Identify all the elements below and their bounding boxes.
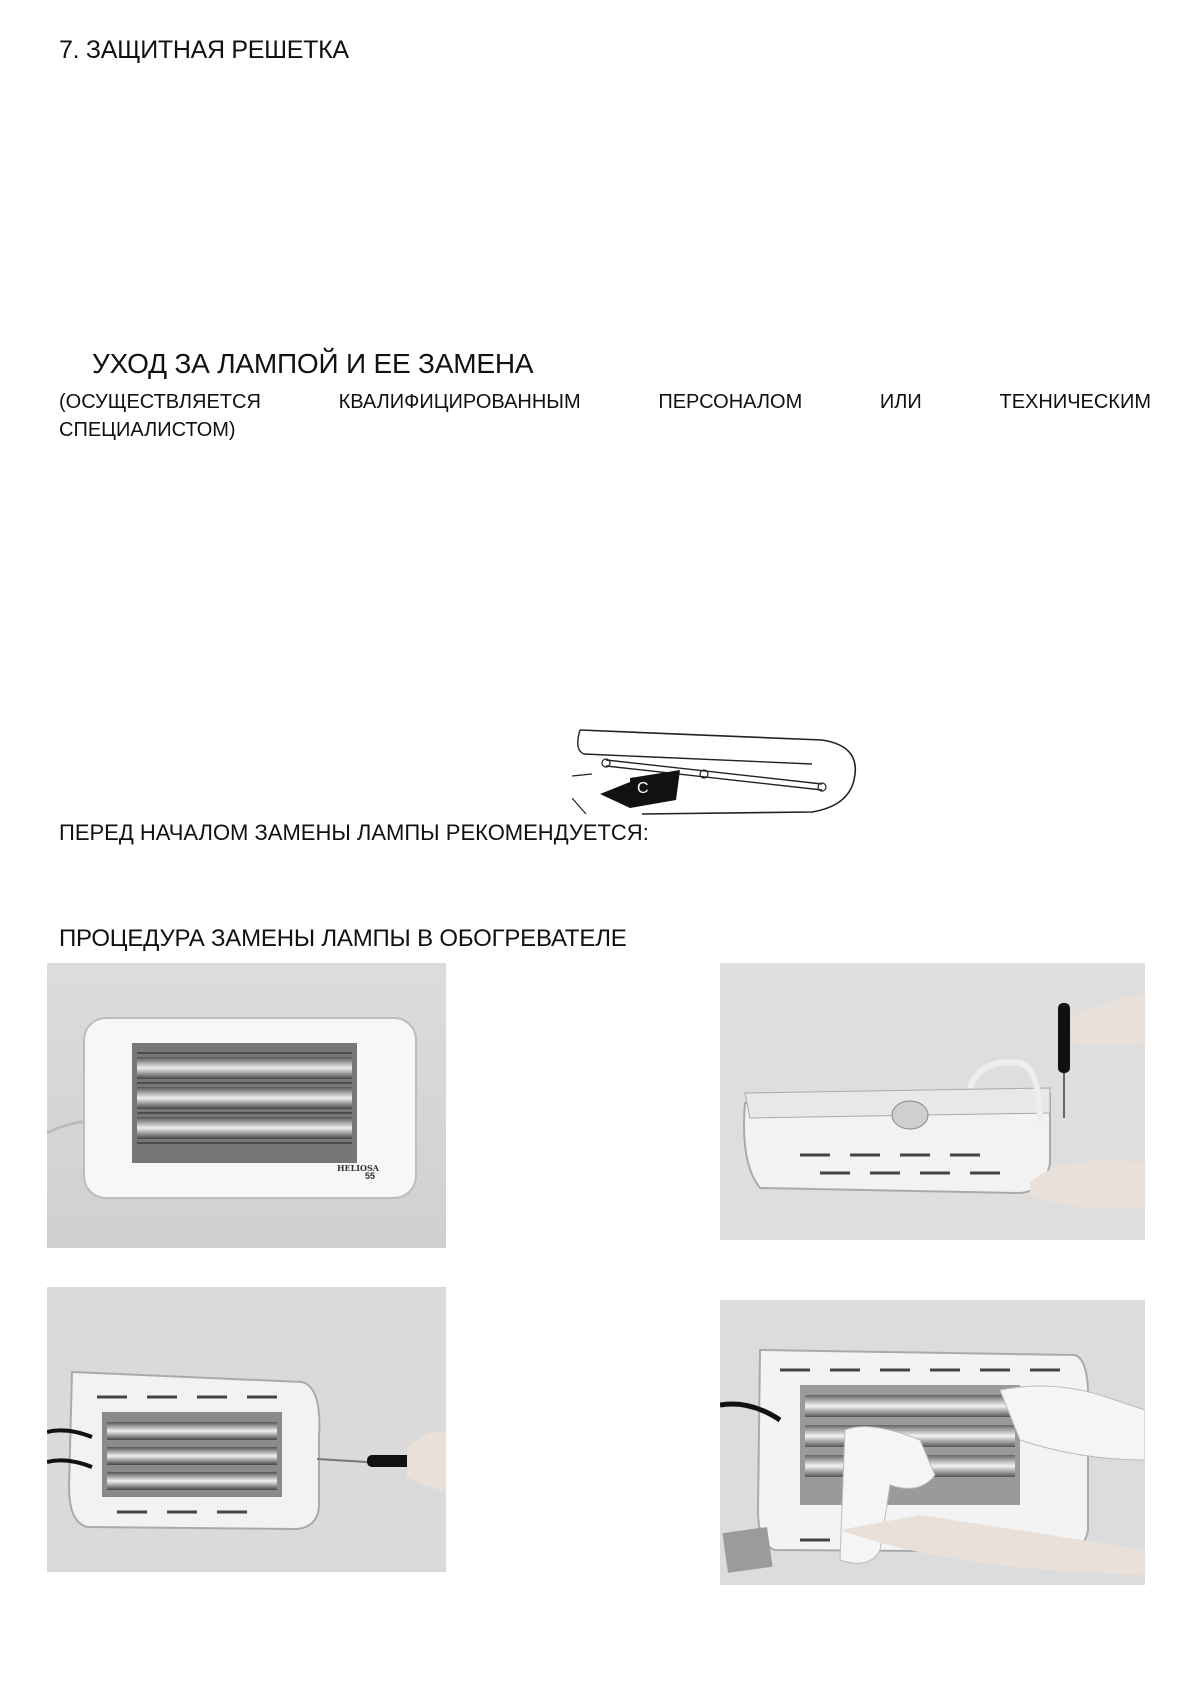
lamp-diagram [572,728,862,820]
photo-removing-grille [47,1287,446,1572]
heater-brand-label: HELIOSA [337,1163,379,1173]
lamp-care-note-line2: СПЕЦИАЛИСТОМ) [59,419,236,441]
lamp-care-title: УХОД ЗА ЛАМПОЙ И ЕЕ ЗАМЕНА [92,348,534,379]
lamp-care-note-line1: (ОСУЩЕСТВЛЯЕТСЯ КВАЛИФИЦИРОВАННЫМ ПЕРСОНАЛОМ ИЛИ ТЕХНИЧЕСКИМ [59,391,1151,413]
photo-heater-front [47,963,446,1248]
section-7-title: 7. ЗАЩИТНАЯ РЕШЕТКА [59,36,349,64]
diagram-label: C [637,780,649,797]
photo-unscrewing-top [720,963,1145,1240]
photo-replacing-lamp [720,1300,1145,1585]
before-replacement-title: ПЕРЕД НАЧАЛОМ ЗАМЕНЫ ЛАМПЫ РЕКОМЕНДУЕТСЯ: [59,820,649,845]
procedure-title: ПРОЦЕДУРА ЗАМЕНЫ ЛАМПЫ В ОБОГРЕВАТЕЛЕ [59,925,627,952]
heater-model-label: 55 [365,1171,376,1181]
